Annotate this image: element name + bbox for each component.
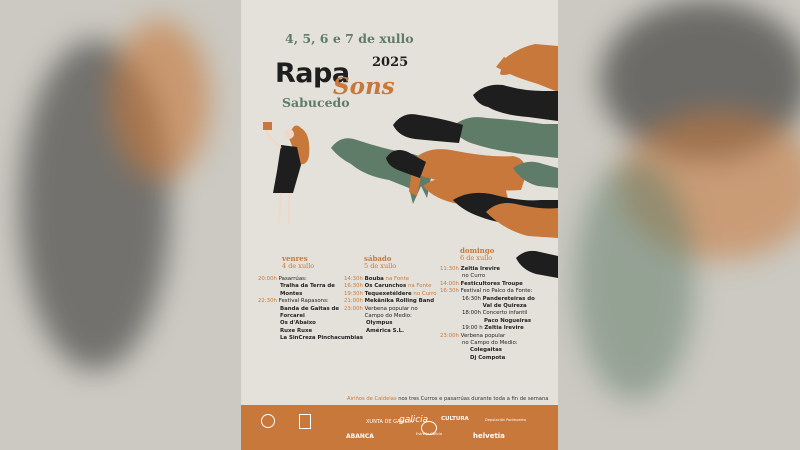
horse-green-1 bbox=[451, 117, 558, 158]
event-item: Banda de Gaitas de Forcarei bbox=[280, 305, 340, 320]
horse-orange-top bbox=[496, 44, 558, 92]
event-item: Dj Compota bbox=[470, 354, 506, 361]
event-item: 22:30h Festival Rapasons: bbox=[258, 298, 329, 305]
day-name: domingo bbox=[460, 246, 495, 255]
title-place: Sabucedo bbox=[282, 95, 350, 110]
title-sons: Sons bbox=[333, 73, 395, 100]
day-column-friday bbox=[258, 254, 363, 343]
sponsor-logo: XUNTA DE GALICIA bbox=[366, 419, 414, 425]
event-item: 23:00h Verbena popular no Campo do Medio: bbox=[344, 305, 418, 320]
day-date: 6 de xullo bbox=[460, 254, 493, 262]
horse-black-1 bbox=[473, 85, 558, 121]
event-item: 19:30h Tequexetéldere no Curro bbox=[344, 290, 437, 297]
event-item: 20:00h Pasarrúas: bbox=[258, 276, 307, 282]
day-name: sábado bbox=[364, 254, 392, 263]
event-item: Paco Nogueiras bbox=[484, 317, 532, 324]
event-item: Colegaitas bbox=[470, 347, 502, 354]
event-item: La SinCreza Pinchacumbias bbox=[280, 335, 363, 342]
event-item: 16:30h Festival no Palco da Fonte: bbox=[440, 288, 533, 295]
event-item: América S.L. bbox=[366, 327, 405, 334]
event-item: 19:00 h Zeltia Irevire bbox=[462, 325, 524, 332]
day-name: venres bbox=[282, 254, 308, 263]
event-item: Tralha da Terra de Montes bbox=[280, 283, 335, 297]
poster bbox=[241, 0, 558, 450]
horse-black-2 bbox=[393, 114, 463, 143]
crest-icon bbox=[299, 414, 311, 429]
event-item: 23:00h Verbena popular bbox=[440, 332, 506, 339]
day-column-sunday bbox=[440, 247, 550, 362]
event-item: Os d'Abaixo bbox=[280, 320, 316, 327]
day-column-saturday bbox=[344, 255, 436, 335]
sponsor-logo: Estrella Galicia bbox=[416, 432, 442, 436]
title-year: 2025 bbox=[372, 55, 409, 70]
footer-note: Airiños de Caldelas nos tres Curros e pasarrúas durante toda a fin de semana bbox=[347, 396, 549, 402]
event-item: 18:00h Concerto infantil bbox=[462, 310, 528, 317]
title-rapa: Rapa bbox=[275, 58, 350, 89]
event-item-extra: no Curro bbox=[462, 273, 486, 280]
event-item: 11:30h Zeltia Irevire bbox=[440, 266, 501, 272]
sponsors-band bbox=[241, 405, 558, 450]
woman-figure bbox=[263, 122, 309, 224]
event-item: Ruxe Ruxe bbox=[280, 327, 313, 334]
sponsor-logo: helvetia bbox=[473, 432, 505, 440]
event-item: 14:00h Festicultores Troupe bbox=[440, 280, 523, 287]
sponsor-logo: CULTURA bbox=[441, 416, 469, 422]
event-item: 16:30h Os Carunchos na Fonte bbox=[344, 283, 432, 290]
day-date: 4 de xullo bbox=[282, 262, 315, 270]
festival-dates: 4, 5, 6 e 7 de xullo bbox=[285, 31, 414, 46]
beer-logo-icon bbox=[421, 421, 437, 435]
event-item: Olympus bbox=[366, 320, 393, 327]
day-date: 5 de xullo bbox=[364, 262, 397, 270]
bg-horse-blur-3 bbox=[575, 160, 695, 400]
event-item: 16:30h Pandereteiras do Val de Quireza bbox=[462, 295, 535, 310]
sponsor-logo: Deputación Pontevedra bbox=[485, 418, 527, 422]
bg-hair-blur bbox=[110, 20, 210, 180]
event-item: 21:00h Mekânika Rolling Band bbox=[344, 298, 435, 305]
seal-icon bbox=[261, 414, 275, 428]
event-item: no Campo do Medio: bbox=[462, 340, 518, 347]
sponsor-logo: galicia bbox=[399, 415, 429, 425]
event-item: 14:30h Bouba na Fonte bbox=[344, 276, 410, 282]
sponsor-logo: ABANCA bbox=[346, 433, 374, 440]
